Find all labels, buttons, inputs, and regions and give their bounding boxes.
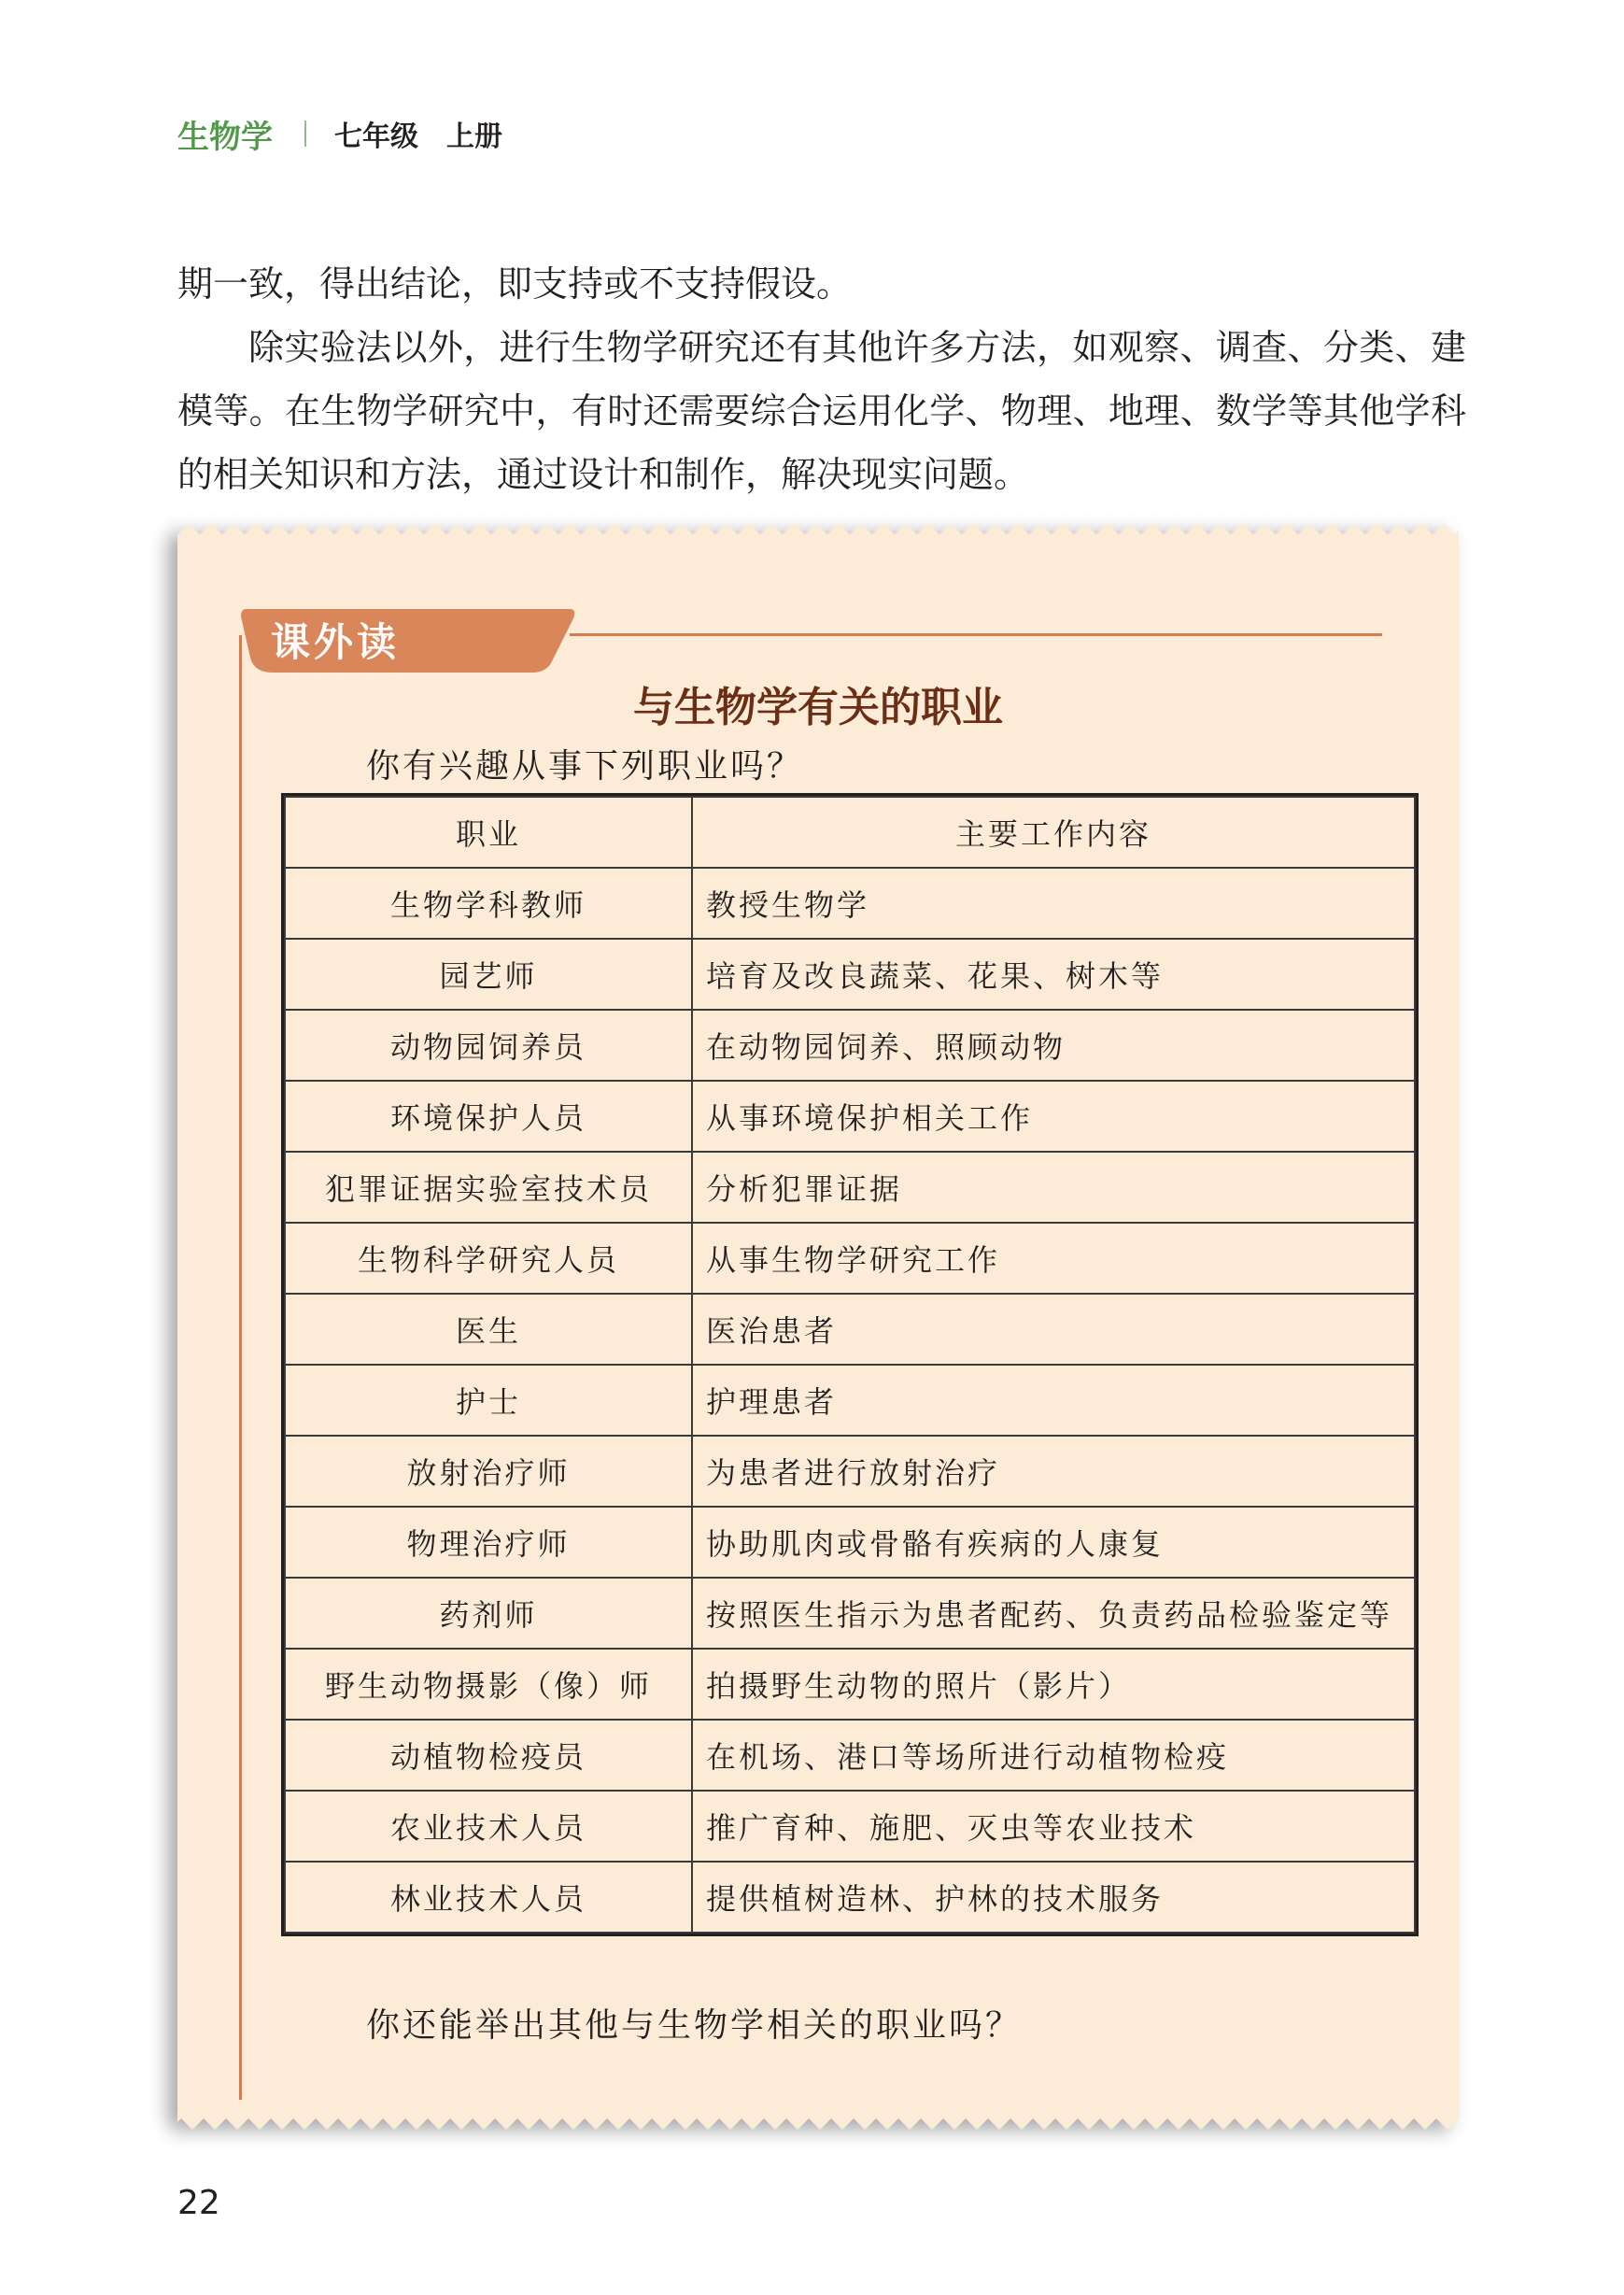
table-row — [285, 1365, 1415, 1436]
table-row — [285, 1791, 1415, 1862]
table-row — [285, 1720, 1415, 1791]
work-cell: 从事环境保护相关工作 — [692, 1081, 1415, 1152]
work-cell: 为患者进行放射治疗 — [692, 1436, 1415, 1507]
job-cell: 环境保护人员 — [285, 1081, 692, 1152]
table-row — [285, 1010, 1415, 1081]
work-cell: 拍摄野生动物的照片（影片） — [692, 1649, 1415, 1720]
job-cell: 园艺师 — [285, 939, 692, 1010]
box-intro: 你有兴趣从事下列职业吗？ — [366, 747, 804, 786]
running-header — [177, 110, 502, 157]
work-cell: 提供植树造林、护林的技术服务 — [692, 1862, 1415, 1933]
table-row — [285, 1294, 1415, 1365]
box-question: 你还能举出其他与生物学相关的职业吗？ — [366, 2006, 1023, 2045]
work-cell: 培育及改良蔬菜、花果、树木等 — [692, 939, 1415, 1010]
job-cell: 动植物检疫员 — [285, 1720, 692, 1791]
job-cell: 护士 — [285, 1365, 692, 1436]
paragraph-continued — [177, 252, 1466, 316]
table-row — [285, 1862, 1415, 1933]
job-cell: 野生动物摄影（像）师 — [285, 1649, 692, 1720]
table-row — [285, 1152, 1415, 1223]
job-cell: 物理治疗师 — [285, 1507, 692, 1578]
work-cell: 从事生物学研究工作 — [692, 1223, 1415, 1294]
table-row — [285, 1649, 1415, 1720]
table-row — [285, 1578, 1415, 1649]
box-left-rule — [239, 635, 242, 2100]
paragraph-2-text: 除实验法以外，进行生物学研究还有其他许多方法，如观察、调查、分类、建模等。在生物学研究中，有时还需要综合运用化学、物理、地理、数学等其他学科的相关知识和方法，通过设计和制作，解决现实问题。 — [177, 327, 1466, 495]
box-title: 与生物学有关的职业 — [633, 684, 1003, 731]
page-number: 22 — [177, 2184, 220, 2222]
work-cell: 教授生物学 — [692, 868, 1415, 939]
header-job: 职业 — [285, 797, 692, 868]
work-cell: 护理患者 — [692, 1365, 1415, 1436]
job-cell: 林业技术人员 — [285, 1862, 692, 1933]
extra-reading-box — [177, 523, 1459, 2130]
table-row — [285, 1081, 1415, 1152]
subject-title: 生物学 — [177, 118, 273, 156]
box-top-rule — [570, 633, 1382, 636]
paragraph-1-text: 期一致，得出结论，即支持或不支持假设。 — [177, 263, 853, 305]
work-cell: 协助肌肉或骨骼有疾病的人康复 — [692, 1507, 1415, 1578]
job-cell: 农业技术人员 — [285, 1791, 692, 1862]
table-row — [285, 939, 1415, 1010]
job-cell: 医生 — [285, 1294, 692, 1365]
job-cell: 生物科学研究人员 — [285, 1223, 692, 1294]
table-row — [285, 868, 1415, 939]
work-cell: 在动物园饲养、照顾动物 — [692, 1010, 1415, 1081]
paragraph-methods — [177, 316, 1466, 506]
header-divider — [304, 120, 306, 147]
work-cell: 按照医生指示为患者配药、负责药品检验鉴定等 — [692, 1578, 1415, 1649]
tab-label: 课外读 — [271, 619, 401, 665]
job-cell: 犯罪证据实验室技术员 — [285, 1152, 692, 1223]
work-cell: 医治患者 — [692, 1294, 1415, 1365]
job-cell: 动物园饲养员 — [285, 1010, 692, 1081]
job-cell: 放射治疗师 — [285, 1436, 692, 1507]
job-cell: 药剂师 — [285, 1578, 692, 1649]
table-row — [285, 1223, 1415, 1294]
table-header-row — [285, 797, 1415, 868]
work-cell: 分析犯罪证据 — [692, 1152, 1415, 1223]
job-cell: 生物学科教师 — [285, 868, 692, 939]
table-row — [285, 1507, 1415, 1578]
table-row — [285, 1436, 1415, 1507]
work-cell: 在机场、港口等场所进行动植物检疫 — [692, 1720, 1415, 1791]
volume-label: 上册 — [446, 120, 502, 153]
grade-label: 七年级 — [334, 120, 418, 153]
header-work: 主要工作内容 — [692, 797, 1415, 868]
jobs-table — [284, 796, 1416, 1934]
work-cell: 推广育种、施肥、灭虫等农业技术 — [692, 1791, 1415, 1862]
